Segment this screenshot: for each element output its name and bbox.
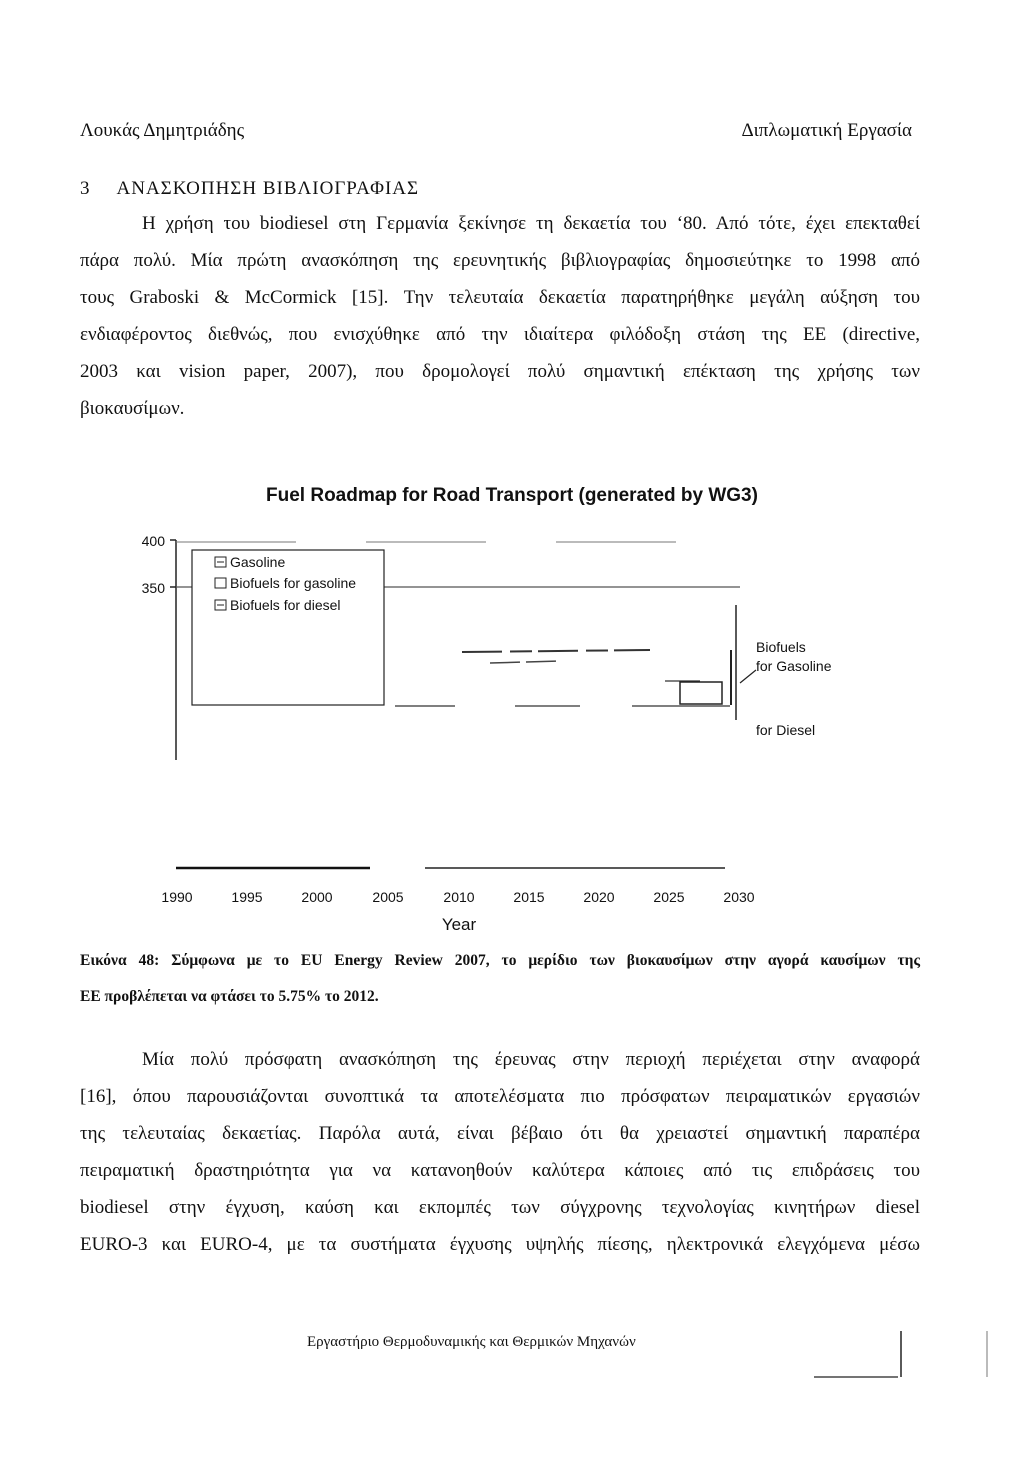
fuel-roadmap-chart bbox=[0, 520, 1024, 940]
x-tick-label: 2020 bbox=[583, 889, 615, 905]
x-tick-label: 1990 bbox=[161, 889, 193, 905]
x-tick-label: 2005 bbox=[372, 889, 404, 905]
header-author: Λουκάς Δημητριάδης bbox=[80, 120, 245, 141]
small-stack-box bbox=[680, 682, 722, 704]
body-line: [16], όπου παρουσιάζονται συνοπτικά τα αποτελέσματα πιο πρόσφατων πειραματικών εργασιών bbox=[80, 1086, 920, 1107]
legend-label-biofuels-diesel: Biofuels for diesel bbox=[230, 597, 341, 613]
legend-item-biofuels-gasoline bbox=[215, 575, 356, 591]
legend-item-biofuels-diesel bbox=[215, 597, 341, 613]
series-trace bbox=[462, 650, 650, 652]
body-line: της τελευταίας δεκαετίας. Παρόλα αυτά, είναι βέβαιο ότι θα χρειαστεί σημαντική παραπέρα bbox=[80, 1123, 920, 1144]
caption-line: ΕΕ προβλέπεται να φτάσει το 5.75% το 2012. bbox=[80, 988, 379, 1005]
body-paragraph bbox=[80, 1041, 920, 1263]
y-tick-label: 400 bbox=[141, 533, 165, 549]
x-tick-label: 2010 bbox=[443, 889, 475, 905]
intro-line: βιοκαυσίμων. bbox=[80, 398, 185, 419]
section-heading bbox=[80, 178, 419, 200]
chart-title: Fuel Roadmap for Road Transport (generated by WG3) bbox=[266, 485, 758, 506]
body-line: biodiesel στην έγχυση, καύση και εκπομπές των σύγχρονης τεχνολογίας κινητήρων diesel bbox=[80, 1197, 920, 1218]
caption-line: Εικόνα 48: Σύμφωνα με το EU Energy Review 2007, το μερίδιο των βιοκαυσίμων στην αγορά καυσίμων της bbox=[80, 952, 920, 969]
intro-line: πάρα πολύ. Μία πρώτη ανασκόπηση της ερευνητικής βιβλιογραφίας δημοσιεύτηκε το 1998 από bbox=[80, 250, 920, 271]
intro-line: τους Graboski & McCormick [15]. Την τελευταία δεκαετία παρατηρήθηκε μεγάλη αύξηση του bbox=[80, 287, 920, 308]
intro-line: 2003 και vision paper, 2007), που δρομολογεί πολύ σημαντική επέκταση της χρήσης των bbox=[80, 361, 920, 382]
intro-line: ενδιαφέροντος διεθνώς, που ενισχύθηκε από την ιδιαίτερα φιλόδοξη στάση της ΕΕ (directive, bbox=[80, 324, 920, 345]
header-doc-type: Διπλωματική Εργασία bbox=[741, 120, 912, 141]
annotation-arrow bbox=[740, 670, 756, 683]
section-number: 3 bbox=[80, 178, 91, 199]
legend-label-gasoline: Gasoline bbox=[230, 554, 286, 570]
figure-caption bbox=[80, 943, 920, 1015]
footer-text: Εργαστήριο Θερμοδυναμικής και Θερμικών Μηχανών bbox=[307, 1334, 636, 1350]
annotation-for-gasoline: for Gasoline bbox=[756, 658, 832, 674]
intro-paragraph bbox=[80, 205, 920, 427]
legend-box bbox=[192, 550, 384, 705]
legend-swatch-biofuels-gasoline bbox=[215, 578, 226, 588]
x-tick-label: 2025 bbox=[653, 889, 685, 905]
x-tick-labels bbox=[161, 889, 754, 905]
body-line: πειραματική δραστηριότητα για να κατανοηθούν καλύτερα κάποιες από τις επιδράσεις του bbox=[80, 1160, 920, 1181]
footer-rules bbox=[800, 1325, 1000, 1385]
x-tick-label: 1995 bbox=[231, 889, 263, 905]
body-line: Μία πολύ πρόσφατη ανασκόπηση της έρευνας στην περιοχή περιέχεται στην αναφορά bbox=[142, 1049, 920, 1070]
body-line: EURO-3 και EURO-4, με τα συστήματα έγχυσης υψηλής πίεσης, ηλεκτρονικά ελεγχόμενα μέσω bbox=[80, 1234, 920, 1255]
series-trace bbox=[490, 661, 560, 663]
annotation-for-diesel: for Diesel bbox=[756, 722, 816, 738]
legend-label-biofuels-gasoline: Biofuels for gasoline bbox=[230, 575, 357, 591]
x-tick-label: 2015 bbox=[513, 889, 545, 905]
x-tick-label: 2030 bbox=[723, 889, 755, 905]
intro-line: Η χρήση του biodiesel στη Γερμανία ξεκίνησε τη δεκαετία του ‘80. Από τότε, έχει επεκταθεί bbox=[142, 213, 920, 234]
annotation-biofuels: Biofuels bbox=[756, 639, 806, 655]
x-axis-label: Year bbox=[441, 915, 477, 934]
section-title: ΑΝΑΣΚΟΠΗΣΗ ΒΙΒΛΙΟΓΡΑΦΙΑΣ bbox=[116, 178, 420, 199]
series-traces bbox=[395, 650, 730, 706]
y-tick-label: 350 bbox=[141, 580, 165, 596]
x-tick-label: 2000 bbox=[301, 889, 333, 905]
